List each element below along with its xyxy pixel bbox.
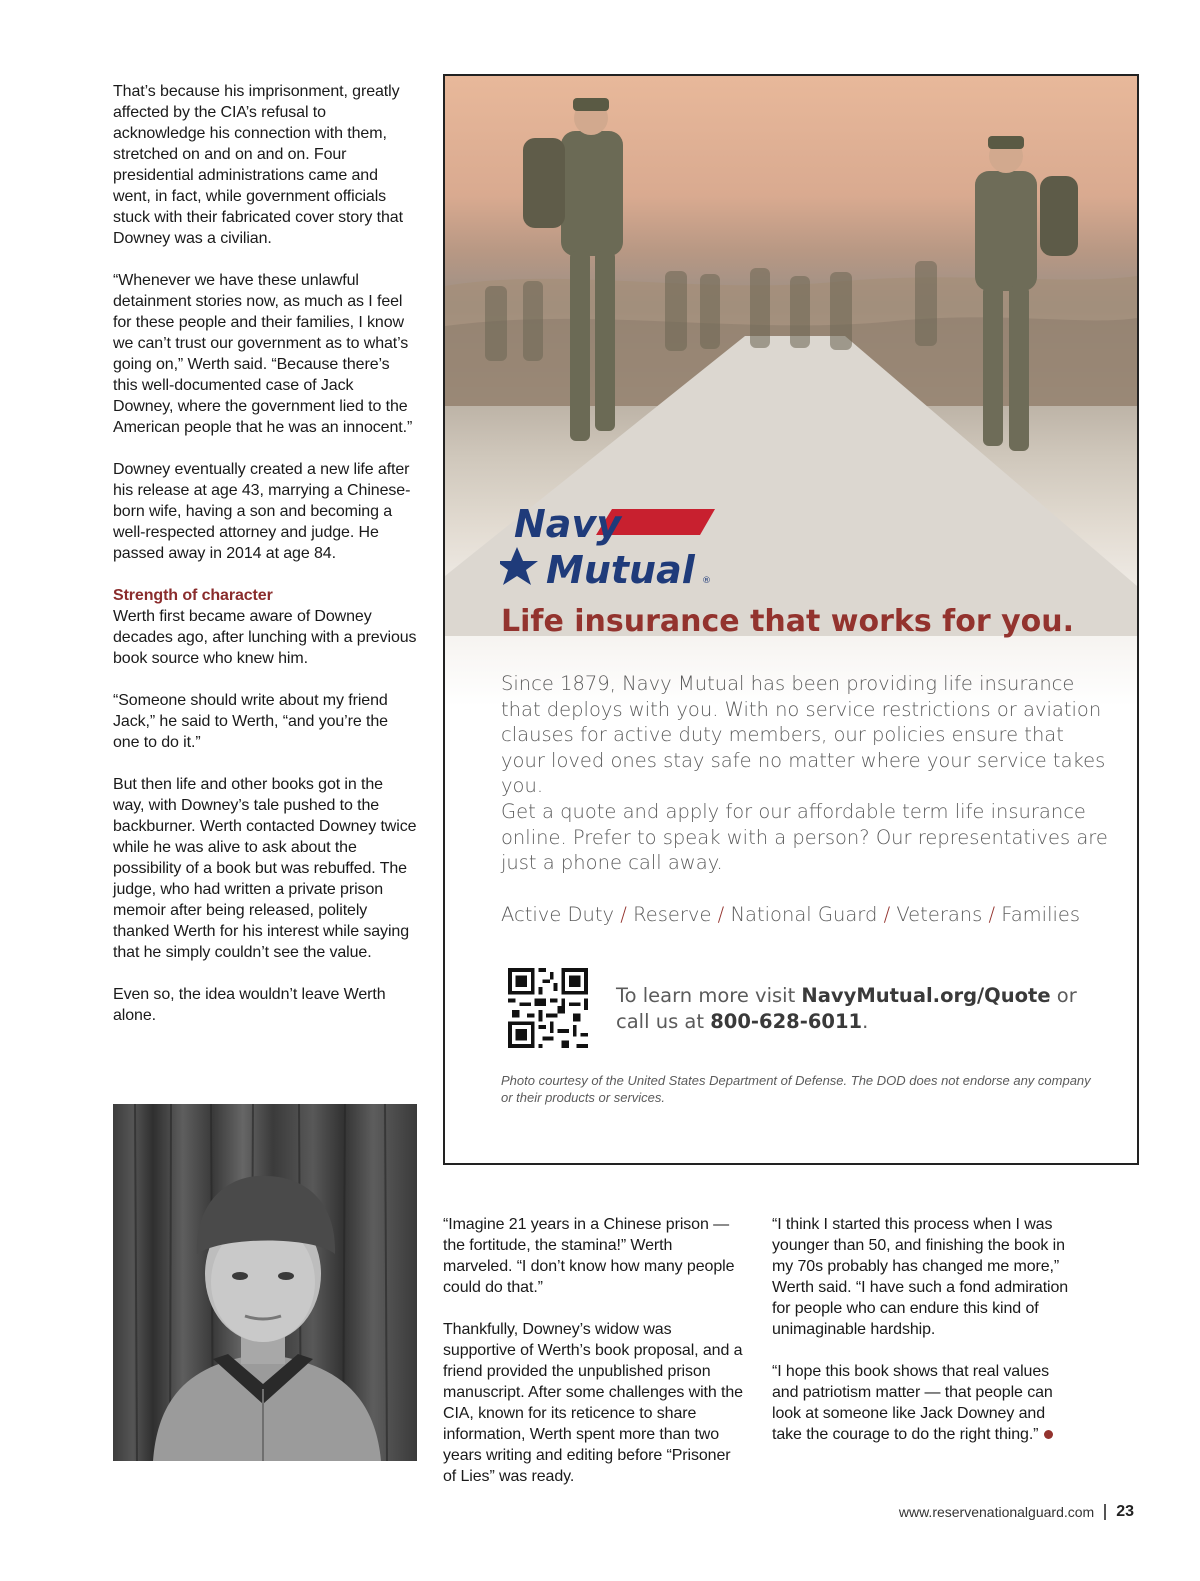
logo-word-mutual: Mutual: [546, 548, 695, 592]
article-paragraph: Thankfully, Downey’s widow was supportive of Werth’s book proposal, and a friend provided the unpublished prison manuscript. After some challenges with the CIA, known for its reticence to share information, Werth spent more than two years writing and editing before “Prisoner of Lies” was ready.: [443, 1321, 743, 1485]
audience-separator: /: [620, 903, 627, 926]
right-article-column: [772, 1214, 1072, 1445]
ad-audience-list: [501, 902, 1111, 928]
article-paragraph: But then life and other books got in the way, with Downey’s tale pushed to the backburner. Werth contacted Downey twice while he was alive to ask about the possibility of a book but was rebuffed. The judge, who had written a private prison memoir after being released, politely thanked Werth for his interest while saying that he simply couldn’t see the value.: [113, 776, 417, 961]
navy-mutual-logo: [500, 501, 715, 601]
article-paragraph: Even so, the idea wouldn’t leave Werth alone.: [113, 986, 386, 1024]
author-portrait-photo: [113, 1104, 417, 1461]
audience-item: Reserve: [633, 903, 712, 926]
article-paragraph: “I think I started this process when I was younger than 50, and finishing the book in my 70s probably has changed me more,” Werth said. “I have such a fond admiration for people who can endure this kind of unimaginable hardship.: [772, 1216, 1069, 1338]
photo-credit: Photo courtesy of the United States Department of Defense. The DOD does not endorse any company or their products or services.: [501, 1073, 1091, 1105]
cta-middle: or call us at: [616, 984, 1077, 1033]
article-paragraph: “Whenever we have these unlawful detainment stories now, as much as I feel for these people and their families, I know we can’t trust our government as to what’s going on,” Werth said. “Because there’s this well-documented case of Jack Downey, where the government lied to the American people that he was an innocent.”: [113, 272, 413, 436]
section-subhead: Strength of character: [113, 587, 273, 604]
footer-website-link[interactable]: www.reservenationalguard.com: [898, 1504, 1095, 1520]
page-footer: [899, 1503, 1134, 1521]
ad-call-to-action: [616, 983, 1106, 1035]
audience-separator: /: [883, 903, 891, 926]
left-article-column: [113, 81, 418, 1026]
article-paragraph: Werth first became aware of Downey decades ago, after lunching with a previous book source who knew him.: [113, 608, 417, 667]
audience-item: Veterans: [896, 903, 983, 926]
phone-number-link[interactable]: 800-628-6011: [710, 1010, 863, 1033]
audience-separator: /: [988, 903, 996, 926]
cta-prefix: To learn more visit: [616, 984, 802, 1007]
article-paragraph: That’s because his imprisonment, greatly affected by the CIA’s refusal to acknowledge his connection with them, stretched on and on and on. Four presidential administrations came and went, in fact, while government officials stuck with their fabricated cover story that Downey was a civilian.: [113, 83, 403, 247]
ad-body-paragraph: Since 1879, Navy Mutual has been providing life insurance that deploys with you. With no service restrictions or aviation clauses for active duty members, our policies ensure that your loved ones stay safe no matter where your service takes you.: [501, 672, 1106, 797]
ad-body-paragraph: Get a quote and apply for our affordable term life insurance online. Prefer to speak with a person? Our representatives are just a phone call away.: [501, 800, 1108, 874]
footer-divider: [1104, 1504, 1106, 1520]
portrait-illustration: [113, 1104, 417, 1461]
article-paragraph: “Someone should write about my friend Jack,” he said to Werth, “and you’re the one to do it.”: [113, 692, 388, 751]
page-number: 23: [1116, 1503, 1134, 1520]
logo-star-icon: [500, 547, 538, 585]
logo-registered-mark: ®: [702, 576, 711, 586]
qr-code-icon[interactable]: [508, 968, 588, 1048]
middle-article-column: [443, 1214, 743, 1487]
logo-word-navy: Navy: [514, 502, 621, 546]
end-of-article-mark-icon: [1044, 1430, 1053, 1439]
audience-separator: /: [717, 903, 725, 926]
navy-mutual-advertisement: [443, 74, 1139, 1165]
article-paragraph: Downey eventually created a new life after his release at age 43, marrying a Chinese-born wife, having a son and becoming a well-respected attorney and judge. He passed away in 2014 at age 84.: [113, 461, 411, 562]
article-paragraph: [772, 1361, 1072, 1445]
article-closing-text: “I hope this book shows that real values and patriotism matter — that people can look at someone like Jack Downey and take the courage to do the right thing.”: [772, 1363, 1053, 1443]
article-paragraph: “Imagine 21 years in a Chinese prison — the fortitude, the stamina!” Werth marveled. “I don’t know how many people could do that.”: [443, 1216, 735, 1296]
audience-item: Families: [1001, 903, 1081, 926]
audience-item: Active Duty: [501, 903, 615, 926]
quote-url-link[interactable]: NavyMutual.org/Quote: [801, 984, 1051, 1007]
audience-item: National Guard: [730, 903, 878, 926]
cta-suffix: .: [862, 1010, 869, 1033]
ad-headline: Life insurance that works for you.: [501, 604, 1074, 639]
soldier-figures: [445, 76, 1137, 536]
